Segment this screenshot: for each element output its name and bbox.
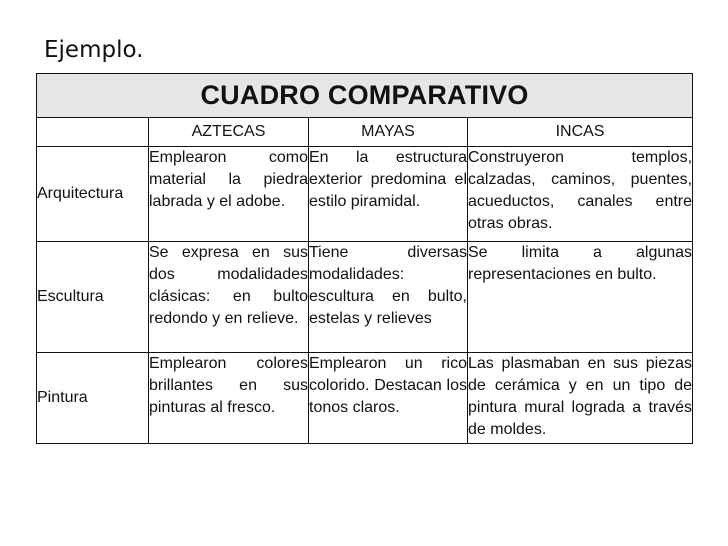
comparison-table — [36, 73, 693, 444]
cell-pintura-aztecas: Emplearon colores brillantes en sus pinturas al fresco. — [149, 353, 309, 444]
row-label-escultura: Escultura — [37, 242, 149, 353]
table-row-arquitectura — [37, 147, 693, 242]
cell-pintura-mayas: Emplearon un rico colorido. Destacan los tonos claros. — [309, 353, 468, 444]
cell-arquitectura-aztecas: Emplearon como material la piedra labrada y el adobe. — [149, 147, 309, 242]
column-header-empty — [37, 118, 149, 147]
cell-escultura-mayas: Tiene diversas modalidades: escultura en bulto, estelas y relieves — [309, 242, 468, 353]
cell-arquitectura-mayas: En la estructura exterior predomina el estilo piramidal. — [309, 147, 468, 242]
cell-arquitectura-incas: Construyeron templos, calzadas, caminos, puentes, acueductos, canales entre otras obras. — [468, 147, 693, 242]
table-title: CUADRO COMPARATIVO — [37, 74, 693, 118]
column-header-aztecas: AZTECAS — [149, 118, 309, 147]
cell-pintura-incas: Las plasmaban en sus piezas de cerámica y en un tipo de pintura mural lograda a través de moldes. — [468, 353, 693, 444]
page-heading: Ejemplo. — [44, 37, 144, 63]
cell-escultura-incas: Se limita a algunas representaciones en bulto. — [468, 242, 693, 353]
cell-escultura-aztecas: Se expresa en sus dos modalidades clásicas: en bulto redondo y en relieve. — [149, 242, 309, 353]
table-row-pintura — [37, 353, 693, 444]
column-header-mayas: MAYAS — [309, 118, 468, 147]
row-label-pintura: Pintura — [37, 353, 149, 444]
column-header-row — [37, 118, 693, 147]
column-header-incas: INCAS — [468, 118, 693, 147]
table-row-escultura — [37, 242, 693, 353]
row-label-arquitectura: Arquitectura — [37, 147, 149, 242]
